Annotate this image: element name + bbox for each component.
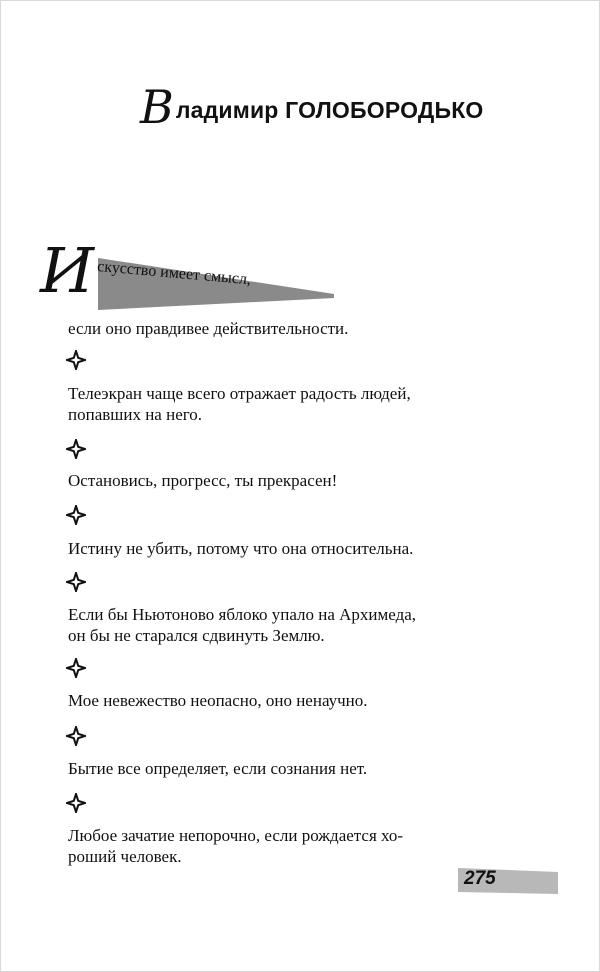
aphorism-line: роший человек. — [68, 847, 182, 866]
four-point-star-icon — [66, 439, 86, 459]
page-number: 275 — [464, 868, 496, 889]
aphorism-line: Остановись, прогресс, ты прекрасен! — [68, 471, 338, 490]
aphorism-line: он бы не старался сдвинуть Землю. — [68, 626, 325, 645]
aphorism-line: Мое невежество неопасно, оно ненаучно. — [68, 691, 368, 710]
aphorism-line: попавших на него. — [68, 405, 203, 424]
four-point-star-icon — [66, 505, 86, 525]
four-point-star-icon — [66, 350, 86, 370]
aphorism-line: если оно правдивее действительности. — [68, 319, 349, 338]
aphorism-line: Истину не убить, потому что она относительна. — [68, 539, 414, 558]
four-point-star-icon — [66, 572, 86, 592]
author-name: ладимир ГОЛОБОРОДЬКО — [175, 97, 484, 123]
aphorism-line: Если бы Ньютоново яблоко упало на Архимеда, — [68, 605, 417, 624]
running-header — [140, 70, 484, 134]
section-title — [40, 234, 340, 310]
four-point-star-icon — [66, 793, 86, 813]
four-point-star-icon — [66, 658, 86, 678]
aphorism-line: Любое зачатие непорочно, если рождается хо- — [68, 826, 404, 845]
aphorism-line: Телеэкран чаще всего отражает радость людей, — [68, 384, 411, 403]
aphorism-line: Бытие все определяет, если сознания нет. — [68, 759, 368, 778]
title-initial: И — [40, 234, 95, 307]
title-text: скусство имеет смысл, — [96, 258, 252, 289]
author-initial: В — [140, 80, 174, 134]
four-point-star-icon — [66, 726, 86, 746]
